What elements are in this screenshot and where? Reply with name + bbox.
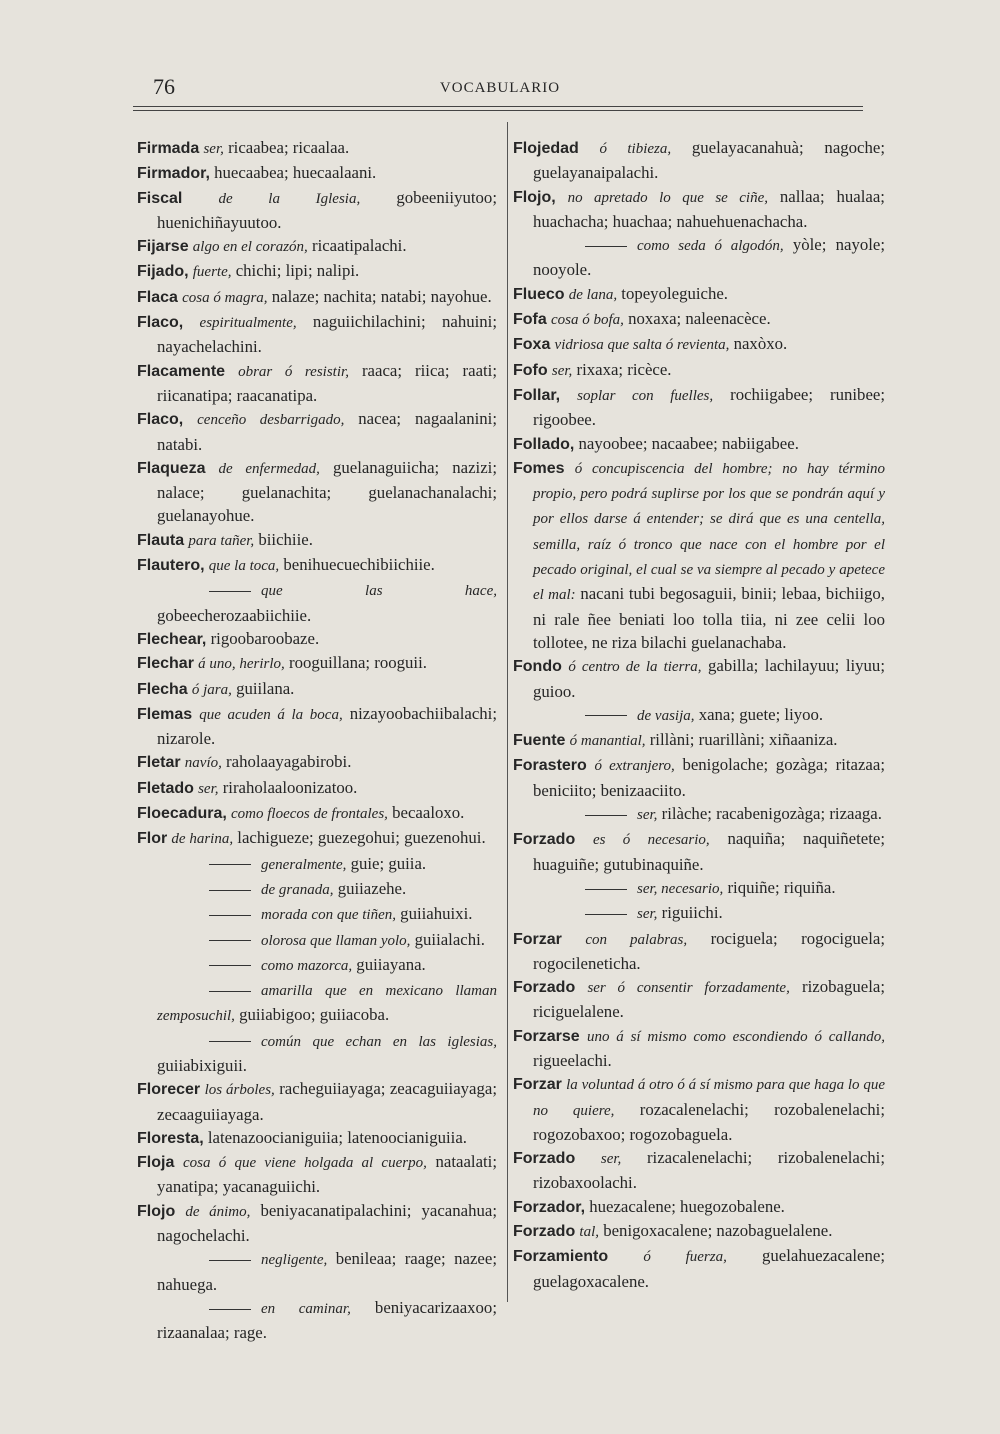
zapotec-text: raaca; riica; raati; riicanatipa; raacanatipa.	[157, 360, 498, 405]
ditto-dash	[209, 1309, 251, 1310]
spanish-gloss: ser,	[551, 362, 573, 379]
ditto-dash	[209, 915, 251, 916]
dictionary-entry	[137, 627, 497, 651]
spanish-gloss: cosa ó bofa,	[550, 312, 624, 329]
zapotec-text: guelayacanahuà; nagoche; guelayanaipalachi.	[533, 138, 885, 183]
spanish-gloss: no apretado lo que se ciñe,	[567, 189, 768, 206]
sub-entry	[513, 703, 885, 728]
headword: Forzado	[513, 1223, 576, 1241]
zapotec-text: naquiña; naquiñetete; huaguiñe; gutubinaquiñe.	[533, 829, 885, 874]
zapotec-text: guelanaguiicha; nazizi; nalace; guelanachita; guelanachanalachi; guelanayohue.	[157, 457, 497, 526]
dictionary-entry	[137, 310, 497, 359]
sub-entry	[137, 928, 497, 953]
headword: Flauta	[137, 531, 185, 549]
sub-entry	[137, 1029, 497, 1078]
headword: Forastero	[513, 757, 587, 775]
dictionary-entry	[137, 801, 497, 826]
sub-entry	[513, 876, 885, 901]
headword: Fletado	[137, 779, 194, 797]
dictionary-entry	[513, 1024, 885, 1073]
spanish-gloss: ser,	[203, 141, 224, 157]
headword: Floja	[137, 1154, 175, 1172]
sub-entry	[137, 852, 497, 877]
spanish-gloss: común que echan en las iglesias,	[261, 1033, 497, 1050]
zapotec-text: naguiichilachini; nahuini; nayachelachini.	[157, 312, 497, 357]
zapotec-text: rigoobaroobaze.	[210, 628, 320, 648]
dictionary-entry	[513, 282, 885, 307]
headword: Fofo	[513, 361, 548, 379]
spanish-gloss: ser ó consentir forzadamente,	[587, 980, 790, 997]
zapotec-text: guiiabigoo; guiiacoba.	[234, 1005, 390, 1025]
zapotec-text: rixaxa; ricèce.	[572, 359, 672, 379]
spanish-gloss: ó centro de la tierra,	[568, 659, 702, 676]
headword: Forzarse	[513, 1027, 580, 1045]
zapotec-text: guelahuezacalene; guelagoxacalene.	[533, 1246, 885, 1291]
sub-entry	[137, 902, 497, 927]
spanish-gloss: ó extranjero,	[594, 758, 675, 775]
zapotec-text: rociguela; rogociguela; rogocileneticha.	[533, 928, 885, 973]
headword: Forzamiento	[513, 1248, 609, 1266]
zapotec-text: guiiazehe.	[333, 878, 407, 898]
right-column	[513, 136, 885, 1293]
spanish-gloss: fuerte,	[192, 264, 232, 281]
dictionary-entry	[137, 1126, 497, 1150]
ditto-dash	[209, 1260, 251, 1261]
zapotec-text: benigoxacalene; nazobaguelalene.	[599, 1221, 833, 1241]
zapotec-text: racheguiiayaga; zeacaguiiayaga; zecaaguiiayaga.	[157, 1079, 497, 1124]
headword: Fijarse	[137, 238, 189, 256]
zapotec-text: nacani tubi begosaguii, binii; lebaa, bichiigo, ni rale ñee beniati loo tolla tiia, ni zee celii loo tollotee, ne riza bilachi guelanachaba.	[533, 584, 885, 652]
zapotec-text: huecaabea; huecaalaani.	[214, 163, 377, 183]
spanish-gloss: olorosa que llaman yolo,	[261, 932, 411, 949]
spanish-gloss: de ánimo,	[185, 1203, 251, 1220]
spanish-gloss: de la Iglesia,	[218, 190, 361, 207]
zapotec-text: naxòxo.	[729, 334, 788, 354]
spanish-gloss: tal,	[579, 1224, 600, 1241]
zapotec-text: guie; guiia.	[346, 853, 427, 873]
dictionary-entry	[513, 383, 885, 432]
column-divider	[507, 122, 508, 1302]
ditto-dash	[585, 914, 627, 915]
sub-entry	[137, 1296, 497, 1345]
spanish-gloss: con palabras,	[585, 931, 688, 948]
dictionary-entry	[513, 136, 885, 185]
spanish-gloss: ser,	[637, 807, 658, 824]
zapotec-text: guiiahuixi.	[395, 904, 473, 924]
dictionary-entry	[137, 359, 497, 408]
zapotec-text: ricaabea; ricaalaa.	[223, 138, 350, 157]
dictionary-entry	[137, 285, 497, 310]
dictionary-entry	[513, 827, 885, 876]
spanish-gloss: ó concupiscencia del hombre; no hay término propio, pero podrá suplirse por los que se pondrán aquí y por ellos darse á entender; se dirá que es una centella, semilla, raíz ó tronco que nace con el hombre por el pecado original, el cual se va siempre al pecado y apetece el mal:	[533, 460, 886, 604]
headword: Fiscal	[137, 189, 183, 207]
zapotec-text: rooguillana; rooguii.	[284, 653, 427, 673]
zapotec-text: rochiigabee; runibee; rigoobee.	[533, 384, 886, 430]
headword: Flojedad	[513, 140, 579, 157]
spanish-gloss: ó manantial,	[569, 733, 646, 750]
zapotec-text: nataalati; yanatipa; yacanaguiichi.	[157, 1152, 497, 1197]
spanish-gloss: de enfermedad,	[218, 460, 320, 477]
ditto-dash	[209, 965, 251, 966]
ditto-dash	[585, 889, 627, 890]
zapotec-text: gabilla; lachilayuu; liyuu; guioo.	[533, 656, 885, 701]
sub-entry	[137, 978, 497, 1029]
spanish-gloss: de granada,	[261, 881, 334, 898]
spanish-gloss: obrar ó resistir,	[238, 363, 349, 380]
headword: Flueco	[513, 285, 565, 303]
zapotec-text: gobeeniiyutoo; huenichiñayuutoo.	[157, 187, 497, 232]
page-number: 76	[153, 74, 175, 99]
zapotec-text: benigolache; gozàga; ritazaa; beniciito; benizaaciito.	[533, 755, 885, 800]
zapotec-text: noxaxa; naleenacèce.	[623, 309, 771, 329]
zapotec-text: nayoobee; nacaabee; nabiigabee.	[578, 433, 799, 453]
zapotec-text: rizacalenelachi; rizobalenelachi; rizobaxoolachi.	[533, 1148, 886, 1193]
zapotec-text: lachigueze; guezegohui; guezenohui.	[233, 828, 486, 848]
ditto-dash	[209, 1041, 251, 1042]
spanish-gloss: ser,	[637, 906, 658, 923]
headword: Flechar	[137, 655, 194, 673]
zapotec-text: biichiie.	[254, 529, 313, 549]
headword: Flor	[137, 830, 168, 848]
dictionary-entry	[137, 186, 497, 235]
spanish-gloss: es ó necesario,	[592, 832, 710, 849]
dictionary-entry	[513, 307, 885, 332]
sub-entry	[137, 877, 497, 902]
headword: Flautero,	[137, 557, 205, 575]
sub-entry	[513, 233, 885, 282]
dictionary-entry	[513, 1072, 885, 1146]
zapotec-text: latenazoocianiguiia; latenoocianiguiia.	[207, 1127, 467, 1147]
spanish-gloss: vidriosa que salta ó revienta,	[554, 337, 730, 354]
ditto-dash	[209, 991, 251, 992]
zapotec-text: beniyacanatipalachini; yacanahua; nagochelachi.	[157, 1200, 497, 1246]
sub-entry	[513, 802, 885, 827]
dictionary-entry	[513, 358, 885, 383]
dictionary-entry	[137, 1199, 497, 1248]
zapotec-text: riraholaaloonizatoo.	[218, 777, 358, 797]
headword: Fuente	[513, 732, 566, 750]
headword: Follar,	[513, 386, 561, 404]
spanish-gloss: ser,	[198, 780, 219, 797]
dictionary-entry	[137, 553, 497, 578]
ditto-dash	[585, 246, 627, 247]
spanish-gloss: soplar con fuelles,	[577, 387, 714, 404]
headword: Firmada	[137, 140, 200, 157]
dictionary-entry	[137, 1150, 497, 1199]
headword: Fijado,	[137, 263, 189, 281]
zapotec-text: nacea; nagaalanini; natabi.	[157, 409, 497, 454]
zapotec-text: benihuecuechibiichiie.	[279, 555, 435, 575]
spanish-gloss: de vasija,	[637, 707, 695, 724]
spanish-gloss: ó jara,	[191, 681, 232, 698]
spanish-gloss: amarilla que en mexicano llaman zemposuchil,	[157, 983, 497, 1025]
spanish-gloss: cosa ó que viene holgada al cuerpo,	[183, 1155, 427, 1172]
spanish-gloss: navío,	[184, 755, 222, 772]
zapotec-text: raholaayagabirobi.	[221, 752, 352, 772]
headword: Floecadura,	[137, 805, 227, 823]
headword: Foxa	[513, 336, 551, 354]
dictionary-entry	[513, 1195, 885, 1219]
dictionary-entry	[513, 1219, 885, 1244]
spanish-gloss: como seda ó algodón,	[637, 238, 784, 255]
headword: Flaqueza	[137, 459, 206, 477]
headword: Follado,	[513, 435, 575, 453]
dictionary-entry	[137, 259, 497, 284]
spanish-gloss: como mazorca,	[261, 957, 353, 974]
spanish-gloss: de harina,	[171, 831, 234, 848]
zapotec-text: nallaa; hualaa; huachacha; huachaa; nahuehuenachacha.	[533, 186, 885, 231]
spanish-gloss: ser,	[600, 1151, 622, 1168]
dictionary-entry	[513, 456, 885, 654]
headword: Forzar	[513, 1076, 562, 1094]
running-head: VOCABULARIO	[439, 80, 561, 96]
dictionary-entry	[513, 332, 885, 357]
dictionary-entry	[137, 456, 497, 528]
headword: Flacamente	[137, 362, 226, 380]
headword: Forzador,	[513, 1198, 586, 1216]
zapotec-text: guiilana.	[231, 678, 295, 698]
headword: Flemas	[137, 705, 193, 723]
dictionary-entry	[513, 1146, 885, 1195]
dictionary-entry	[137, 234, 497, 259]
dictionary-entry	[137, 776, 497, 801]
header-rule-top	[133, 106, 863, 107]
spanish-gloss: á uno, herirlo,	[198, 656, 285, 673]
spanish-gloss: ó tibieza,	[599, 141, 672, 157]
zapotec-text: rizobaguela; riciguelalene.	[533, 977, 885, 1022]
headword: Flojo,	[513, 188, 556, 206]
zapotec-text: rillàni; ruarillàni; xiñaaniza.	[645, 730, 838, 750]
sub-entry	[137, 578, 497, 627]
dictionary-entry	[513, 753, 885, 802]
headword: Forzado	[513, 1150, 576, 1168]
zapotec-text: topeyoleguiche.	[617, 283, 728, 303]
sub-entry	[513, 901, 885, 926]
ditto-dash	[209, 940, 251, 941]
headword: Firmador,	[137, 165, 210, 183]
dictionary-entry	[137, 1077, 497, 1126]
dictionary-entry	[513, 654, 885, 703]
zapotec-text: benileaa; raage; nazee; nahuega.	[157, 1249, 497, 1294]
zapotec-text: yòle; nayole; nooyole.	[533, 235, 885, 280]
dictionary-entry	[513, 975, 885, 1024]
spanish-gloss: ó fuerza,	[643, 1249, 727, 1266]
zapotec-text: guiiabixiguii.	[157, 1055, 247, 1075]
zapotec-text: guiiayana.	[352, 954, 426, 974]
headword: Flecha	[137, 680, 188, 698]
dictionary-entry	[137, 750, 497, 775]
dictionary-entry	[137, 528, 497, 553]
spanish-gloss: en caminar,	[261, 1300, 351, 1317]
headword: Fomes	[513, 459, 565, 477]
headword: Fofa	[513, 311, 547, 329]
sub-entry	[137, 1247, 497, 1296]
spanish-gloss: de lana,	[568, 286, 618, 303]
zapotec-text: beniyacarizaaxoo; rizaanalaa; rage.	[157, 1297, 497, 1343]
spanish-gloss: generalmente,	[261, 856, 347, 873]
zapotec-text: riquiñe; riquiña.	[723, 877, 836, 897]
spanish-gloss: espiritualmente,	[199, 315, 297, 332]
dictionary-entry	[513, 1244, 885, 1293]
spanish-gloss: uno á sí mismo como escondiendo ó callando,	[586, 1028, 886, 1045]
spanish-gloss: que la toca,	[208, 558, 280, 575]
headword: Forzar	[513, 930, 562, 948]
zapotec-text: huezacalene; huegozobalene.	[589, 1196, 785, 1216]
zapotec-text: rozacalenelachi; rozobalenelachi; rogozobaxoo; rogozobaguela.	[533, 1099, 885, 1144]
dictionary-entry	[137, 826, 497, 851]
dictionary-entry	[137, 136, 497, 161]
zapotec-text: ricaatipalachi.	[307, 236, 407, 256]
ditto-dash	[585, 815, 627, 816]
dictionary-entry	[137, 407, 497, 456]
ditto-dash	[209, 890, 251, 891]
headword: Flechear,	[137, 630, 207, 648]
headword: Fletar	[137, 754, 181, 772]
left-column	[137, 136, 497, 1345]
dictionary-entry	[513, 927, 885, 976]
zapotec-text: becaaloxo.	[387, 803, 465, 823]
spanish-gloss: cenceño desbarrigado,	[197, 412, 345, 429]
spanish-gloss: para tañer,	[188, 532, 255, 549]
zapotec-text: xana; guete; liyoo.	[694, 704, 824, 724]
headword: Flaco,	[137, 411, 184, 429]
ditto-dash	[585, 715, 627, 716]
zapotec-text: rigueelachi.	[533, 1050, 612, 1070]
headword: Forzado	[513, 831, 576, 849]
headword: Flojo	[137, 1202, 176, 1220]
headword: Floresta,	[137, 1129, 204, 1147]
zapotec-text: chichi; lipi; nalipi.	[231, 261, 360, 281]
spanish-gloss: negligente,	[261, 1252, 328, 1269]
dictionary-entry	[137, 677, 497, 702]
spanish-gloss: que las hace,	[261, 583, 497, 600]
spanish-gloss: algo en el corazón,	[192, 239, 308, 256]
headword: Flaca	[137, 288, 178, 306]
spanish-gloss: que acuden á la boca,	[199, 706, 343, 723]
spanish-gloss: la voluntad á otro ó á sí mismo para que haga lo que no quiere,	[533, 1077, 885, 1119]
spanish-gloss: cosa ó magra,	[182, 289, 268, 306]
zapotec-text: nalaze; nachita; natabi; nayohue.	[267, 286, 492, 306]
dictionary-entry	[137, 161, 497, 185]
dictionary-entry	[513, 185, 885, 234]
dictionary-entry	[513, 728, 885, 753]
spanish-gloss: ser, necesario,	[637, 880, 724, 897]
zapotec-text: rilàche; racabenigozàga; rizaaga.	[657, 804, 882, 824]
spanish-gloss: morada con que tiñen,	[261, 907, 396, 924]
dictionary-entry	[137, 651, 497, 676]
dictionary-entry	[513, 432, 885, 456]
sub-entry	[137, 953, 497, 978]
ditto-dash	[209, 591, 251, 592]
spanish-gloss: como floecos de frontales,	[231, 806, 388, 823]
headword: Flaco,	[137, 314, 184, 332]
headword: Florecer	[137, 1081, 201, 1099]
dictionary-entry	[137, 702, 497, 751]
ditto-dash	[209, 864, 251, 865]
zapotec-text: riguiichi.	[657, 903, 723, 923]
zapotec-text: nizayoobachiibalachi; nizarole.	[157, 703, 497, 749]
zapotec-text: gobeecherozaabiichiie.	[157, 605, 312, 625]
headword: Fondo	[513, 658, 562, 676]
spanish-gloss: los árboles,	[204, 1082, 275, 1099]
header-rule-bottom	[133, 110, 863, 111]
zapotec-text: guiialachi.	[410, 929, 485, 949]
headword: Forzado	[513, 979, 576, 997]
